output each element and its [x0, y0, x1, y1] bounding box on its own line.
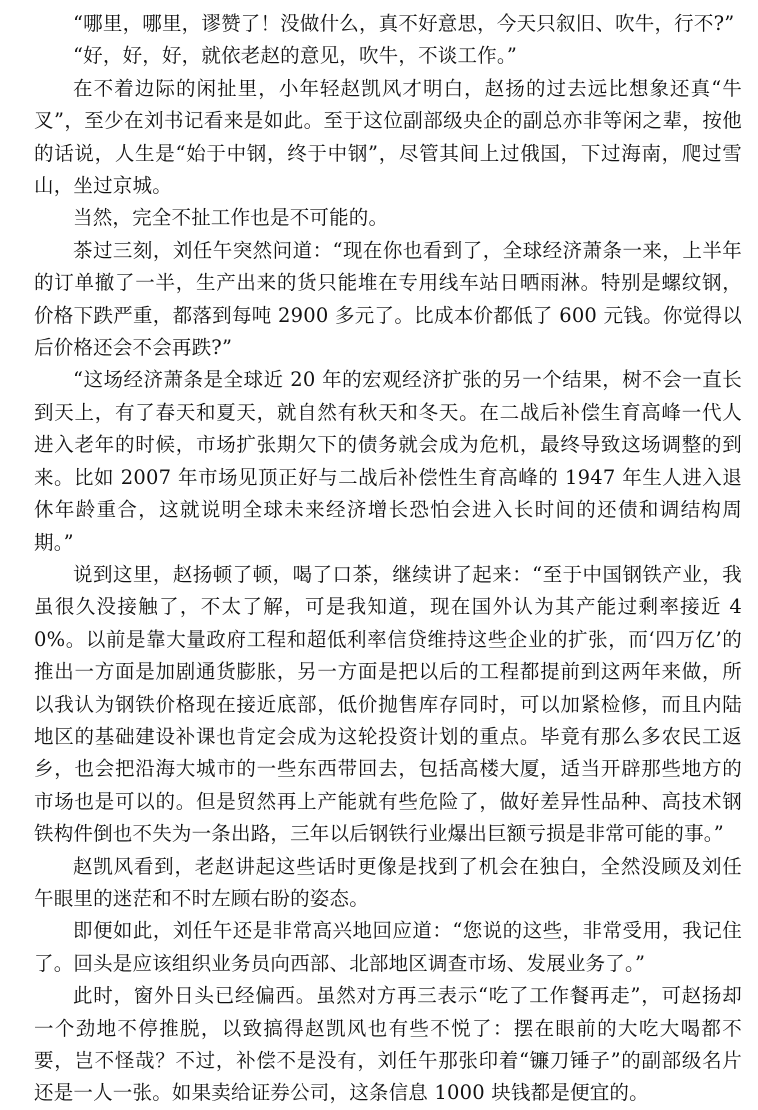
paragraph: 即便如此，刘任午还是非常高兴地回应道：“您说的这些，非常受用，我记住了。回头是应该组织业务员向西部、北部地区调查市场、发展业务了。” [34, 919, 742, 975]
paragraph: “好，好，好，就依老赵的意见，吹牛，不谈工作。” [73, 44, 517, 68]
paragraph: 说到这里，赵扬顿了顿，喝了口茶，继续讲了起来：“至于中国钢铁产业，我虽很久没接触了，不太了解，可是我知道，现在国外认为其产能过剩率接近 40%。以前是靠大量政府工程和超低利率信贷维持这些企业的扩张，而‘四万亿’的推出一方面是加剧通货膨胀，另一方面是把以后的工程都提前到这两年来做，所以我认为钢铁价格现在接近底部，低价抛售库存同时，可以加紧检修，而且内陆地区的基础建设补课也肯定会成为这轮投资计划的重点。毕竟有那么多农民工返乡，也会把沿海大城市的一些东西带回去，包括高楼大厦，适当开辟那些地方的市场也是可以的。但是贸然再上产能就有些危险了，做好差异性品种、高技术钢铁构件倒也不失为一条出路，三年以后钢铁行业爆出巨额亏损是非常可能的事。” [34, 562, 742, 846]
paragraph: 当然，完全不扯工作也是不可能的。 [73, 206, 389, 230]
body-text [34, 8, 742, 1110]
paragraph: “哪里，哪里，谬赞了！没做什么，真不好意思，今天只叙旧、吹牛，行不?” [73, 12, 735, 35]
paragraph: 赵凯风看到，老赵讲起这些话时更像是找到了机会在独白，全然没顾及刘任午眼里的迷茫和不时左顾右盼的姿态。 [34, 854, 742, 910]
paragraph: “这场经济萧条是全球近 20 年的宏观经济扩张的另一个结果，树不会一直长到天上，有了春天和夏天，就自然有秋天和冬天。在二战后补偿生育高峰一代人进入老年的时候，市场扩张期欠下的债务就会成为危机，最终导致这场调整的到来。比如 2007 年市场见顶正好与二战后补偿性生育高峰的 1947 年生人进入退休年龄重合，这就说明全球未来经济增长恐怕会进入长时间的还债和调结构周期。” [34, 368, 742, 554]
paragraph: 在不着边际的闲扯里，小年轻赵凯风才明白，赵扬的过去远比想象还真“牛叉”，至少在刘书记看来是如此。至于这位副部级央企的副总亦非等闲之辈，按他的话说，人生是“始于中钢，终于中钢”，尽管其间上过俄国，下过海南，爬过雪山，坐过京城。 [34, 76, 742, 198]
paragraph: 此时，窗外日头已经偏西。虽然对方再三表示“吃了工作餐再走”，可赵扬却一个劲地不停推脱，以致搞得赵凯风也有些不悦了：摆在眼前的大吃大喝都不要，岂不怪哉？不过，补偿不是没有，刘任午那张印着“镰刀锤子”的副部级名片还是一人一张。如果卖给证券公司，这条信息 1000 块钱都是便宜的。 [34, 984, 742, 1105]
paragraph: 茶过三刻，刘任午突然问道：“现在你也看到了，全球经济萧条一来，上半年的订单撤了一半，生产出来的货只能堆在专用线车站日晒雨淋。特别是螺纹钢，价格下跌严重，都落到每吨 2900 多元了。比成本价都低了 600 元钱。你觉得以后价格还会不会再跌?” [34, 238, 742, 360]
